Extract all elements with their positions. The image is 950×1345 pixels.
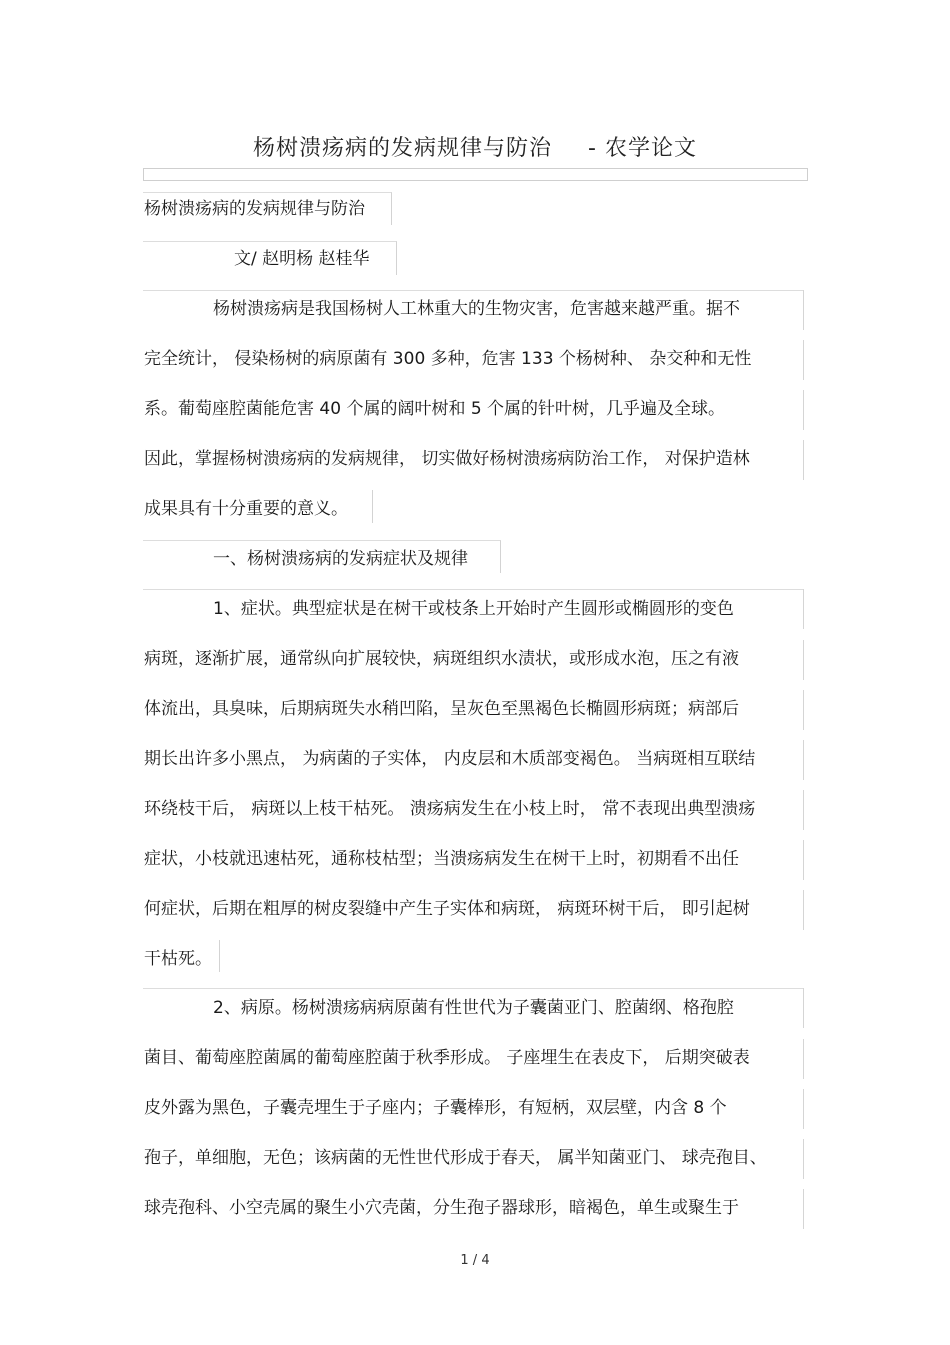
symptom-line: 期长出许多小黑点， 为病菌的子实体， 内皮层和木质部变褐色。 当病斑相互联结: [144, 749, 756, 769]
pathogen-line: 孢子，单细胞，无色；该病菌的无性世代形成于春天， 属半知菌亚门、 球壳孢目、: [144, 1148, 767, 1168]
symptom-line: 干枯死。: [144, 949, 212, 969]
title-suffix: - 农学论文: [588, 136, 697, 161]
pathogen-line: 2、病原。杨树溃疡病病原菌有性世代为子囊菌亚门、腔菌纲、格孢腔: [213, 998, 734, 1018]
symptom-line: 何症状，后期在粗厚的树皮裂缝中产生子实体和病斑， 病斑环树干后， 即引起树: [144, 899, 750, 919]
pathogen-line: 球壳孢科、小空壳属的聚生小穴壳菌，分生孢子器球形，暗褐色，单生或聚生于: [144, 1198, 739, 1218]
article-subtitle: 杨树溃疡病的发病规律与防治: [144, 199, 365, 219]
symptom-rule-7: [803, 890, 804, 930]
symptom-line: 1、症状。典型症状是在树干或枝条上开始时产生圆形或椭圆形的变色: [213, 599, 734, 619]
pathogen-rule-2: [803, 1039, 804, 1079]
author-line: 文/ 赵明杨 赵桂华: [234, 249, 370, 269]
symptom-line: 体流出，具臭味，后期病斑失水稍凹陷，呈灰色至黑褐色长椭圆形病斑；病部后: [144, 699, 739, 719]
title-main: 杨树溃疡病的发病规律与防治: [253, 136, 553, 161]
intro-rule-3: [803, 390, 804, 430]
page-number: 1 / 4: [460, 1253, 490, 1268]
intro-line: 因此，掌握杨树溃疡病的发病规律， 切实做好杨树溃疡病防治工作， 对保护造林: [144, 449, 750, 469]
symptom-rule-3: [803, 690, 804, 730]
intro-line: 完全统计， 侵染杨树的病原菌有 300 多种，危害 133 个杨树种、 杂交种和无性: [144, 349, 752, 369]
title-divider: [143, 168, 808, 181]
section-heading: 一、杨树溃疡病的发病症状及规律: [213, 549, 468, 569]
pathogen-rule-5: [803, 1189, 804, 1229]
symptom-line: 症状，小枝就迅速枯死，通称枝枯型；当溃疡病发生在树干上时，初期看不出任: [144, 849, 739, 869]
pathogen-rule-4: [803, 1139, 804, 1179]
page-title: [0, 131, 950, 162]
pathogen-rule-1: [803, 988, 804, 1028]
pathogen-line: 皮外露为黑色，子囊壳埋生于子座内；子囊棒形，有短柄，双层壁，内含 8 个: [144, 1098, 727, 1118]
symptom-line: 环绕枝干后， 病斑以上枝干枯死。 溃疡病发生在小枝上时， 常不表现出典型溃疡: [144, 799, 756, 819]
intro-line: 系。葡萄座腔菌能危害 40 个属的阔叶树和 5 个属的针叶树，几乎遍及全球。: [144, 399, 726, 419]
symptom-line: 病斑，逐渐扩展，通常纵向扩展较快，病斑组织水渍状，或形成水泡，压之有液: [144, 649, 739, 669]
intro-rule-1: [803, 290, 804, 330]
intro-line: 杨树溃疡病是我国杨树人工林重大的生物灾害，危害越来越严重。据不: [213, 299, 740, 319]
symptom-rule-4: [803, 740, 804, 780]
intro-rule-4: [803, 440, 804, 480]
pathogen-rule-3: [803, 1089, 804, 1129]
symptom-rule-2: [803, 640, 804, 680]
pathogen-line: 菌目、葡萄座腔菌属的葡萄座腔菌于秋季形成。 子座埋生在表皮下， 后期突破表: [144, 1048, 750, 1068]
intro-line: 成果具有十分重要的意义。: [144, 499, 348, 519]
symptom-rule-5: [803, 790, 804, 830]
symptom-rule-6: [803, 840, 804, 880]
intro-rule-2: [803, 340, 804, 380]
symptom-rule-1: [803, 589, 804, 629]
